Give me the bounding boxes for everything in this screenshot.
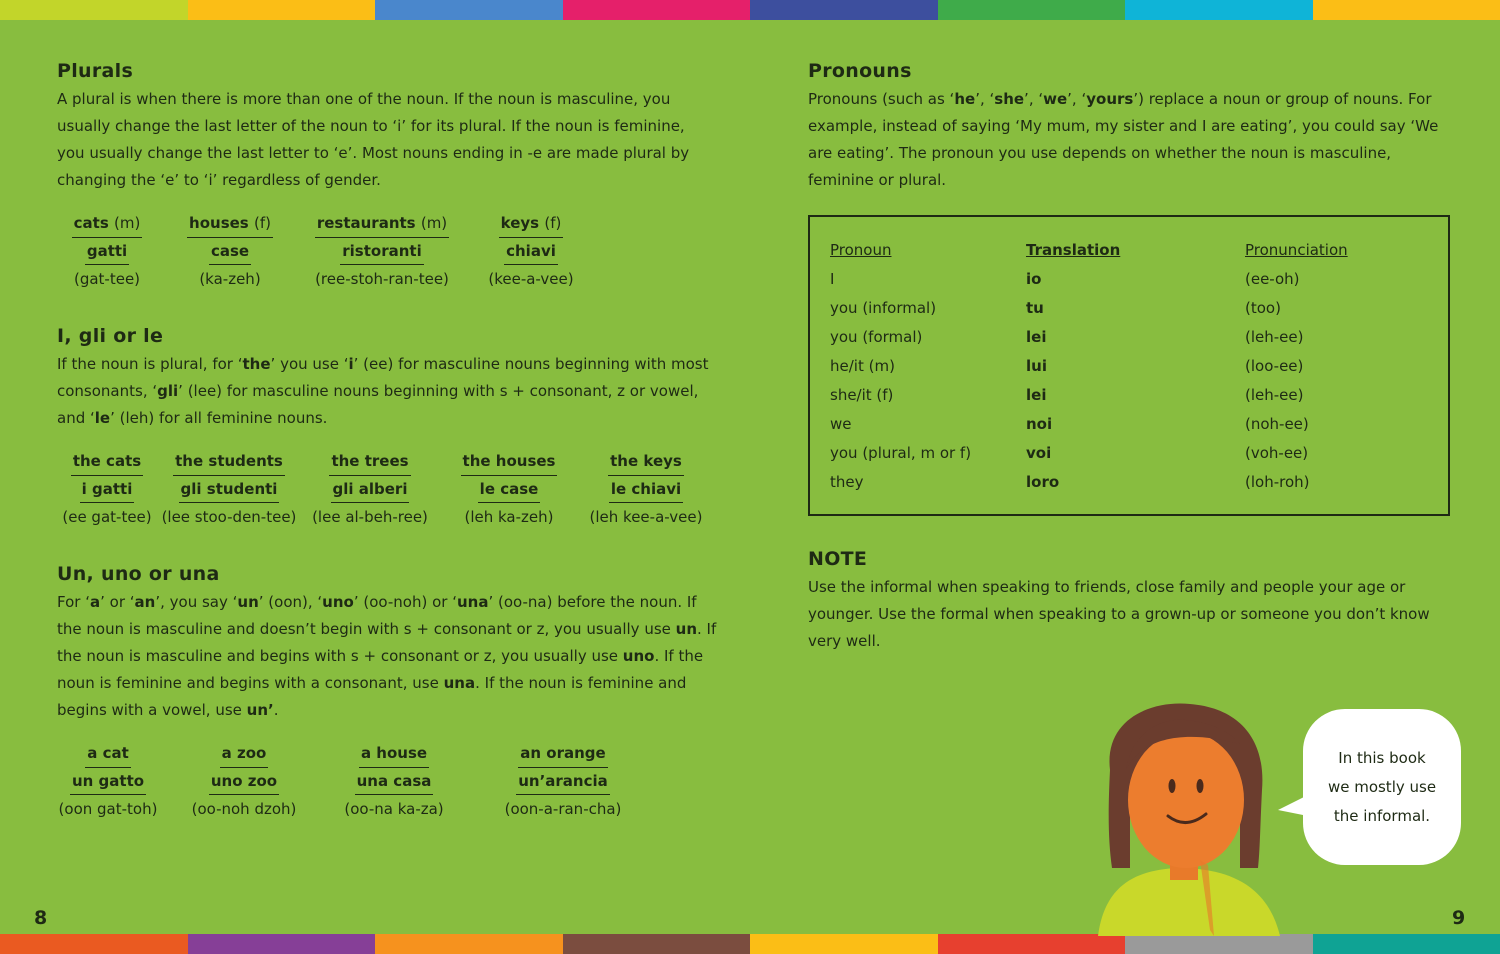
text-run: . If the noun is feminine and begins with a consonant, use: [57, 647, 704, 692]
example-item: [157, 448, 301, 531]
english-word: [608, 448, 684, 476]
text-run: ’ (ee) for masculine nouns beginning with most consonants, ‘: [57, 355, 709, 400]
example-item: [329, 740, 459, 823]
english-word: [85, 740, 131, 768]
text-run: ’ (oon), ‘: [258, 593, 323, 611]
example-item: [301, 448, 439, 531]
plurals-heading: Plurals: [57, 60, 134, 82]
english-word: [173, 448, 285, 476]
header-translation: Translation: [1026, 241, 1121, 259]
translation-cell: lei: [1026, 328, 1047, 346]
bottom-stripe-segment: [938, 934, 1126, 954]
bold-term: una: [456, 593, 489, 611]
english-word: [499, 210, 564, 238]
pronoun-cell: you (plural, m or f): [830, 444, 972, 462]
text-run: ’ you use ‘: [270, 355, 349, 373]
top-stripe-segment: [188, 0, 376, 20]
english-text: houses: [189, 214, 249, 232]
translation-cell: loro: [1026, 473, 1060, 491]
plurals-examples: [57, 210, 717, 293]
note-paragraph: Use the informal when speaking to friends, close family and people your age or younger. Use the formal when speaking to a grown-up or someone you don’t know very well.: [808, 578, 1430, 650]
left-page: [57, 58, 717, 823]
italian-word: ristoranti: [340, 238, 423, 265]
pronoun-cell: you (formal): [830, 328, 923, 346]
bold-term: she: [994, 90, 1025, 108]
pronunciation: (leh ka-zeh): [464, 508, 554, 526]
translation-cell: tu: [1026, 299, 1044, 317]
top-stripe-segment: [563, 0, 751, 20]
text-run: If the noun is plural, for ‘: [57, 355, 243, 373]
italian-word: gatti: [85, 238, 129, 265]
pronunciation: (oo-noh dzoh): [191, 800, 297, 818]
bold-term: un: [675, 620, 697, 638]
bold-term: yours: [1086, 90, 1134, 108]
pronoun-cell: we: [830, 415, 852, 433]
bottom-color-stripe: [0, 934, 1500, 954]
italian-word: le chiavi: [609, 476, 683, 503]
example-item: [459, 740, 667, 823]
plurals-paragraph: A plural is when there is more than one of the noun. If the noun is masculine, you usually change the last letter of the noun to ‘i’ for its plural. If the noun is feminine, you usually change the last letter to ‘e’. Most nouns ending in -e are made plural by changing the ‘e’ to ‘i’ regardless of gender.: [57, 90, 690, 189]
pronoun-table-row: [830, 381, 1445, 410]
note-heading: NOTE: [808, 548, 868, 570]
pronunciation-cell: (voh-ee): [1245, 444, 1309, 462]
pronunciation-cell: (leh-ee): [1245, 328, 1304, 346]
un-heading: Un, uno or una: [57, 563, 220, 585]
pronoun-table-row: [830, 265, 1445, 294]
header-pronunciation: Pronunciation: [1245, 241, 1348, 259]
top-stripe-segment: [938, 0, 1126, 20]
top-stripe-segment: [750, 0, 938, 20]
english-text: an orange: [520, 744, 606, 762]
text-run: . If the noun is feminine and begins with a vowel, use: [57, 674, 687, 719]
pronunciation: (leh kee-a-vee): [589, 508, 703, 526]
page-number-left: 8: [34, 907, 48, 929]
english-text: the students: [175, 452, 283, 470]
example-item: [579, 448, 713, 531]
pronoun-cell: I: [830, 270, 835, 288]
pronunciation: (oon gat-toh): [58, 800, 158, 818]
bubble-line: the informal.: [1333, 806, 1431, 825]
text-run: ’ (oo-noh) or ‘: [353, 593, 457, 611]
un-examples: [57, 740, 717, 823]
translation-cell: noi: [1026, 415, 1053, 433]
italian-word: un’arancia: [516, 768, 610, 795]
example-item: [157, 210, 303, 293]
header-pronoun: Pronoun: [830, 241, 892, 259]
english-text: a zoo: [221, 744, 267, 762]
translation-cell: voi: [1026, 444, 1052, 462]
pronunciation: (ka-zeh): [199, 270, 261, 288]
pronunciation-cell: (too): [1245, 299, 1281, 317]
pronunciation: (lee al-beh-ree): [312, 508, 428, 526]
pronouns-heading: Pronouns: [808, 60, 912, 82]
bold-term: gli: [157, 382, 179, 400]
un-paragraph: [57, 589, 717, 724]
igli-paragraph: [57, 351, 717, 432]
text-run: ’ (oo-na) before the noun. If the noun is masculine and doesn’t begin with s + consonant or z, you usually use: [57, 593, 697, 638]
text-run: ’ or ‘: [100, 593, 135, 611]
bold-term: i: [348, 355, 354, 373]
bold-term: an: [134, 593, 156, 611]
right-page: [808, 58, 1453, 655]
italian-word: un gatto: [70, 768, 146, 795]
bottom-stripe-segment: [1125, 934, 1313, 954]
bottom-stripe-segment: [750, 934, 938, 954]
english-text: the cats: [72, 452, 142, 470]
bold-term: he: [954, 90, 976, 108]
text-run: ’, ‘: [975, 90, 995, 108]
pronunciation-cell: (noh-ee): [1245, 415, 1309, 433]
igli-heading: I, gli or le: [57, 325, 164, 347]
english-text: a cat: [87, 744, 129, 762]
bottom-stripe-segment: [375, 934, 563, 954]
pronoun-table: [808, 215, 1450, 516]
top-color-stripe: [0, 0, 1500, 20]
bold-term: le: [94, 409, 111, 427]
bold-term: a: [89, 593, 101, 611]
girl-illustration: [1090, 700, 1290, 936]
example-item: [159, 740, 329, 823]
gender-marker: (m): [420, 214, 448, 232]
pronouns-paragraph: [808, 86, 1453, 194]
pronoun-table-row: [830, 323, 1445, 352]
example-item: [57, 210, 157, 293]
english-word: [187, 210, 273, 238]
pronunciation: (gat-tee): [73, 270, 141, 288]
example-item: [57, 448, 157, 531]
text-run: .: [273, 701, 279, 719]
english-text: restaurants: [316, 214, 416, 232]
english-word: [71, 448, 143, 476]
pronunciation: (ee gat-tee): [62, 508, 152, 526]
example-item: [461, 210, 601, 293]
pronoun-table-row: [830, 352, 1445, 381]
italian-word: chiavi: [504, 238, 558, 265]
bold-term: we: [1043, 90, 1068, 108]
italian-word: le case: [478, 476, 541, 503]
pronoun-table-row: [830, 439, 1445, 468]
pronunciation-cell: (loh-roh): [1245, 473, 1310, 491]
translation-cell: lei: [1026, 386, 1047, 404]
bold-term: uno: [322, 593, 354, 611]
bottom-stripe-segment: [188, 934, 376, 954]
gender-marker: (f): [253, 214, 271, 232]
top-stripe-segment: [1313, 0, 1500, 20]
italian-word: gli studenti: [179, 476, 280, 503]
pronunciation-cell: (loo-ee): [1245, 357, 1304, 375]
gender-marker: (m): [114, 214, 141, 232]
english-word: [315, 210, 449, 238]
pronunciation-cell: (ee-oh): [1245, 270, 1300, 288]
pronoun-cell: she/it (f): [830, 386, 894, 404]
bottom-stripe-segment: [563, 934, 751, 954]
english-word: [72, 210, 143, 238]
bottom-stripe-segment: [0, 934, 188, 954]
english-word: [518, 740, 607, 768]
speech-bubble: [1303, 709, 1461, 865]
pronoun-cell: they: [830, 473, 864, 491]
top-stripe-segment: [375, 0, 563, 20]
pronoun-cell: you (informal): [830, 299, 937, 317]
pronunciation: (oon-a-ran-cha): [504, 800, 622, 818]
bubble-line: In this book: [1338, 748, 1426, 767]
text-run: ’, ‘: [1024, 90, 1044, 108]
text-run: ’, you say ‘: [155, 593, 238, 611]
italian-word: case: [209, 238, 251, 265]
english-word: [220, 740, 269, 768]
page-number-right: 9: [1452, 907, 1466, 929]
top-stripe-segment: [0, 0, 188, 20]
pronunciation-cell: (leh-ee): [1245, 386, 1304, 404]
italian-word: i gatti: [80, 476, 135, 503]
text-run: ’ (leh) for all feminine nouns.: [110, 409, 328, 427]
pronunciation: (lee stoo-den-tee): [161, 508, 297, 526]
bubble-line: we mostly use: [1327, 777, 1437, 796]
text-run: ’, ‘: [1067, 90, 1087, 108]
pronunciation: (oo-na ka-za): [344, 800, 444, 818]
top-stripe-segment: [1125, 0, 1313, 20]
gender-marker: (f): [544, 214, 562, 232]
pronoun-table-row: [830, 294, 1445, 323]
bottom-stripe-segment: [1313, 934, 1500, 954]
italian-word: uno zoo: [209, 768, 279, 795]
english-word: [359, 740, 429, 768]
pronunciation: (kee-a-vee): [488, 270, 574, 288]
text-run: For ‘: [57, 593, 90, 611]
example-item: [57, 740, 159, 823]
pronoun-table-row: [830, 410, 1445, 439]
text-run: Pronouns (such as ‘: [808, 90, 955, 108]
pronunciation: (ree-stoh-ran-tee): [315, 270, 449, 288]
text-run: . If the noun is masculine and begins with s + consonant or z, you usually use: [57, 620, 717, 665]
english-word: [329, 448, 410, 476]
italian-word: gli alberi: [331, 476, 410, 503]
translation-cell: lui: [1026, 357, 1047, 375]
pronoun-table-row: [830, 468, 1445, 497]
example-item: [439, 448, 579, 531]
example-item: [303, 210, 461, 293]
english-text: the trees: [331, 452, 409, 470]
english-text: the houses: [462, 452, 556, 470]
bold-term: un’: [246, 701, 274, 719]
english-text: the keys: [610, 452, 682, 470]
igli-examples: [57, 448, 717, 531]
italian-word: una casa: [355, 768, 434, 795]
bold-term: un: [237, 593, 259, 611]
bold-term: una: [443, 674, 476, 692]
text-run: ’ (lee) for masculine nouns beginning with s + consonant, z or vowel, and ‘: [57, 382, 699, 427]
translation-cell: io: [1026, 270, 1042, 288]
text-run: ’) replace a noun or group of nouns. For example, instead of saying ‘My mum, my sister and I are eating’, you could say ‘We are eating’. The pronoun you use depends on whether the noun is masculine, feminine or plural.: [808, 90, 1439, 189]
pronoun-table-header: [830, 236, 1445, 265]
pronoun-cell: he/it (m): [830, 357, 895, 375]
english-text: cats: [73, 214, 109, 232]
bold-term: the: [242, 355, 271, 373]
english-text: a house: [360, 744, 428, 762]
bold-term: uno: [622, 647, 655, 665]
english-text: keys: [500, 214, 540, 232]
english-word: [461, 448, 558, 476]
